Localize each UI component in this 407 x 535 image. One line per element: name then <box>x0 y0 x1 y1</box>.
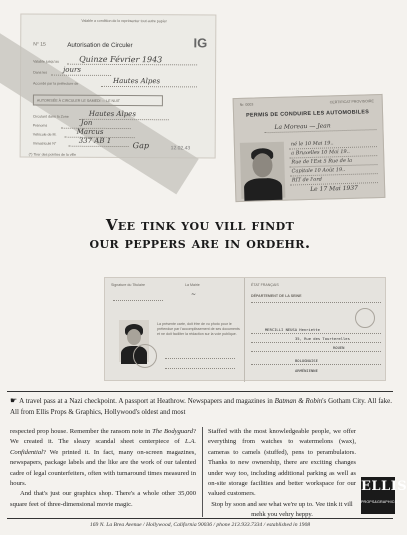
pass-date-label: Valable jusqu'au <box>33 59 60 64</box>
id-section-title: DÉPARTEMENT DE LA SEINE <box>251 294 302 298</box>
id-card-left-page: Signature du Titulaire La Mairie ~ La présente carte, doit être de vu photo pour le prétendue par l'accomplissement de ses documents et ne doit faciliter la rédaction sur la voie publique. <box>105 278 245 382</box>
pass-days-label: Dans les <box>33 70 48 75</box>
id-card-right-page <box>245 278 387 382</box>
lead-paragraph: ☛ A travel pass at a Nazi checkpoint. A passport at Heathrow. Newspapers and magazines in Batman & Robin's Gotham City. All fake. All from Ellis Props & Graphics, Hollywood's oldest and most <box>10 396 392 416</box>
pass-title: Autorisation de Circuler <box>67 41 133 50</box>
headline-line-2: our peppers are in ordehr. <box>89 234 311 252</box>
pass-top-text: Valable a condition de le représenter tout autre papier <box>81 18 167 24</box>
body-column-right <box>208 427 356 521</box>
pass-issuer-label: Accordé par la préfecture de <box>33 81 79 86</box>
logo-main-text: ELLIS <box>361 479 407 494</box>
id-nationality: ARMÉNIENNE <box>295 368 318 373</box>
id-card-seal-left <box>133 344 157 368</box>
license-line-5: RIT de l'ord <box>291 176 322 184</box>
body-paragraph-3: Staffed with the most knowledgeable people, we offer everything from watches to watermelons (wax), cameras to camels (stuffed), pens to perambulators. Thanks to new ownership, there are exciting changes under way too, including additional parking as well as on-site storage facilities and better workspace for our valued customers. <box>208 428 356 498</box>
pass-bottom-text: (*) Tirer des pointes de la ville <box>28 152 76 157</box>
pass-days-value: jours <box>63 65 81 74</box>
license-holder: La Moreau — Jean <box>274 122 331 131</box>
pass-box-text: AUTORISÉE À CIRCULER LE SAMEDI — LE NUIT <box>36 98 120 104</box>
body-column-left <box>10 427 196 510</box>
pass-vehicle-value: Marcus <box>76 127 104 136</box>
body-paragraph-2: And that's just our graphics shop. There's a whole other 35,000 square feet of three-dimensional movie magic. <box>10 490 196 508</box>
license-line-3: Rue de l'Est 5 Rue de la <box>291 157 353 166</box>
id-card-seal-right <box>355 308 375 328</box>
driving-license-document <box>233 94 386 202</box>
pass-plate-value: 337 AB 1 <box>78 136 112 145</box>
logo-sub-text: PROPS&GRAPHICS <box>361 500 398 504</box>
license-line-6: Le 17 Mai 1937 <box>310 184 359 193</box>
id-center-header: La Mairie <box>185 283 200 287</box>
bottom-rule <box>7 518 393 519</box>
pass-number: N° 15 <box>33 41 46 48</box>
pass-name-value: Jon <box>80 118 93 127</box>
license-photo <box>240 142 286 199</box>
footer-address: 169 N. La Brea Avenue / Hollywood, California 90036 / phone 213.933.7334 / established in 1908 <box>89 522 311 528</box>
id-city: ROUEN <box>333 345 345 350</box>
license-header-left: Nr. 0003 <box>239 102 254 107</box>
pass-name-label: Prénoms <box>32 123 48 128</box>
top-rule <box>7 391 393 392</box>
pointing-hand-icon: ☛ <box>10 396 18 405</box>
id-left-header: Signature du Titulaire <box>111 283 145 287</box>
license-line-1: né le 10 Mai 19.. <box>290 140 334 148</box>
headline-line-1: Vee tink you vill findt <box>105 216 295 234</box>
pass-zone-label: Circulant dans la Zone <box>32 114 69 119</box>
pass-authorization-box <box>33 95 163 107</box>
id-place: BOLOGNAISE <box>295 358 318 363</box>
pass-stamp-date: 12.02.43 <box>170 145 191 152</box>
travel-pass-document <box>20 13 217 158</box>
id-address: 35, Rue des Tourterelles <box>295 336 350 341</box>
id-card-statement: La présente carte, doit être de vu photo pour le prétendue par l'accomplissement de ses documents et ne doit faciliter la rédaction sur la voie publique. <box>157 322 240 336</box>
pass-issuer-value: Hautes Alpes <box>113 76 161 86</box>
body-paragraph-1: respected prop house. Remember the ransom note in The Bodyguard? We created it. The sleazy scandal sheet centerpiece of L.A. Confidential? We printed it. In fact, many on-screen magazines, newspapers, package labels and the like are the work of our talented cadre of legal counterfeiters, often with turnaround times measured in hours. <box>10 428 196 488</box>
column-divider <box>202 427 203 517</box>
id-right-header: ÉTAT FRANÇAIS <box>251 283 279 287</box>
pass-date-value: Quinze Février 1943 <box>79 54 163 65</box>
license-header-right: CERTIFICAT PROVISOIRE <box>329 99 374 105</box>
pass-vehicle-label: Véhicule de M. <box>32 132 57 137</box>
identity-card-document <box>104 277 386 381</box>
license-line-4: Capitale 10 Août 19.. <box>291 166 346 175</box>
ellis-logo <box>361 477 407 514</box>
id-holder-name: MERCILLI NEUSA Henriette <box>265 327 320 332</box>
body-paragraph-4: Stop by soon and see what we're up to. Vee tink it vill mehk you vehry heppy. <box>211 500 353 519</box>
license-title: PERMIS DE CONDUIRE LES AUTOMOBILES <box>245 109 370 119</box>
license-line-2: a Bruxelles 10 Mai 19.. <box>291 148 350 157</box>
pass-plate-label: Immatriculé N° <box>32 141 57 146</box>
pass-zone-value: Hautes Alpes <box>88 109 136 119</box>
pass-code: IG <box>193 35 208 51</box>
pass-place-value: Gap <box>132 141 149 151</box>
